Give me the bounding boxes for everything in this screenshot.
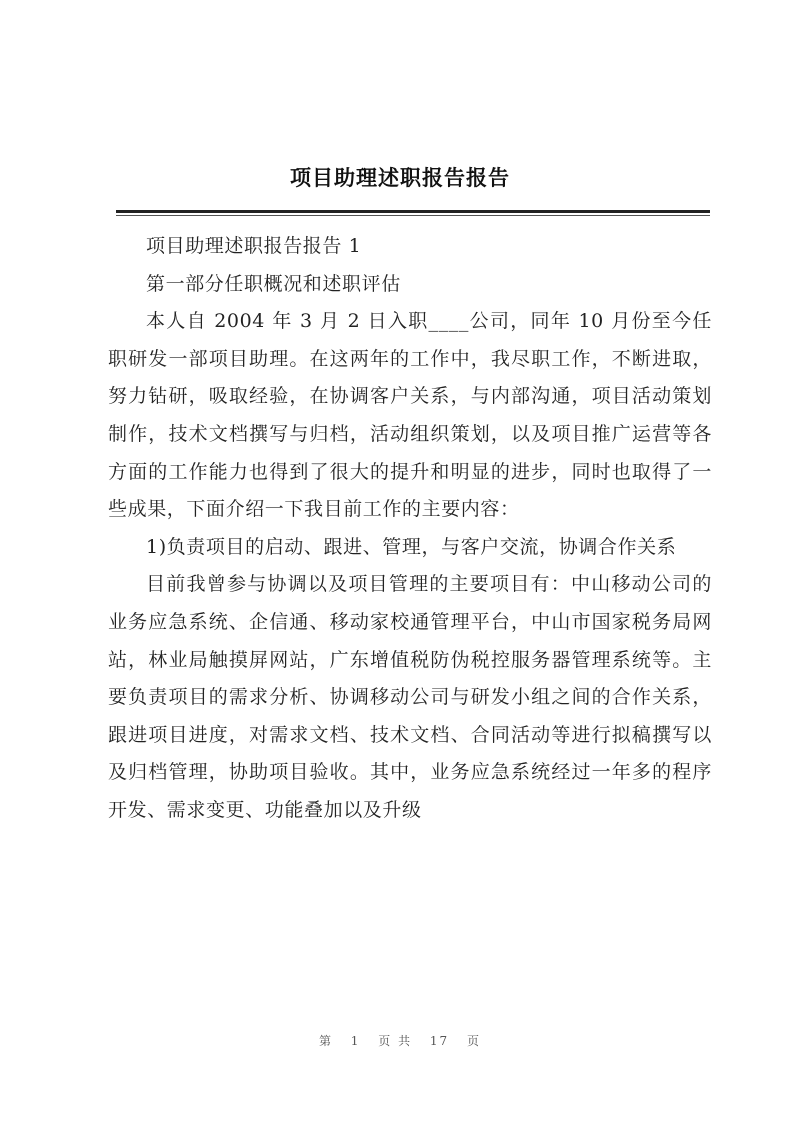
title-underline	[116, 210, 710, 213]
document-body	[108, 228, 712, 830]
title-underline-thin	[116, 215, 710, 216]
footer-label-pages: 页	[467, 1034, 482, 1048]
list-item-heading: 1)负责项目的启动、跟进、管理，与客户交流，协调合作关系	[146, 535, 677, 558]
document-title: 项目助理述职报告报告	[290, 166, 510, 190]
part-heading: 第一部分任职概况和述职评估	[146, 272, 401, 295]
footer-page-number: 1	[350, 1034, 361, 1048]
section-heading: 项目助理述职报告报告 1	[146, 235, 362, 257]
footer-label-page: 第	[318, 1034, 333, 1048]
footer-label-of: 页 共	[378, 1034, 413, 1048]
body-paragraph: 目前我曾参与协调以及项目管理的主要项目有：中山移动公司的业务应急系统、企信通、移动家校通管理平台，中山市国家税务局网站，林业局触摸屏网站，广东增值税防伪税控服务器管理系统等。主要负责项目的需求分析、协调移动公司与研发小组之间的合作关系，跟进项目进度，对需求文档、技术文档、合同活动等进行拟稿撰写以及归档管理，协助项目验收。其中，业务应急系统经过一年多的程序开发、需求变更、功能叠加以及升级	[108, 573, 712, 821]
page-footer	[0, 1032, 800, 1049]
body-paragraph: 本人自 2004 年 3 月 2 日入职____公司，同年 10 月份至今任职研发一部项目助理。在这两年的工作中，我尽职工作，不断进取，努力钻研，吸取经验，在协调客户关系，与内部沟通，项目活动策划制作，技术文档撰写与归档，活动组织策划，以及项目推广运营等各方面的工作能力也得到了很大的提升和明显的进步，同时也取得了一些成果，下面介绍一下我目前工作的主要内容：	[108, 310, 712, 521]
footer-total-pages: 17	[429, 1034, 450, 1048]
